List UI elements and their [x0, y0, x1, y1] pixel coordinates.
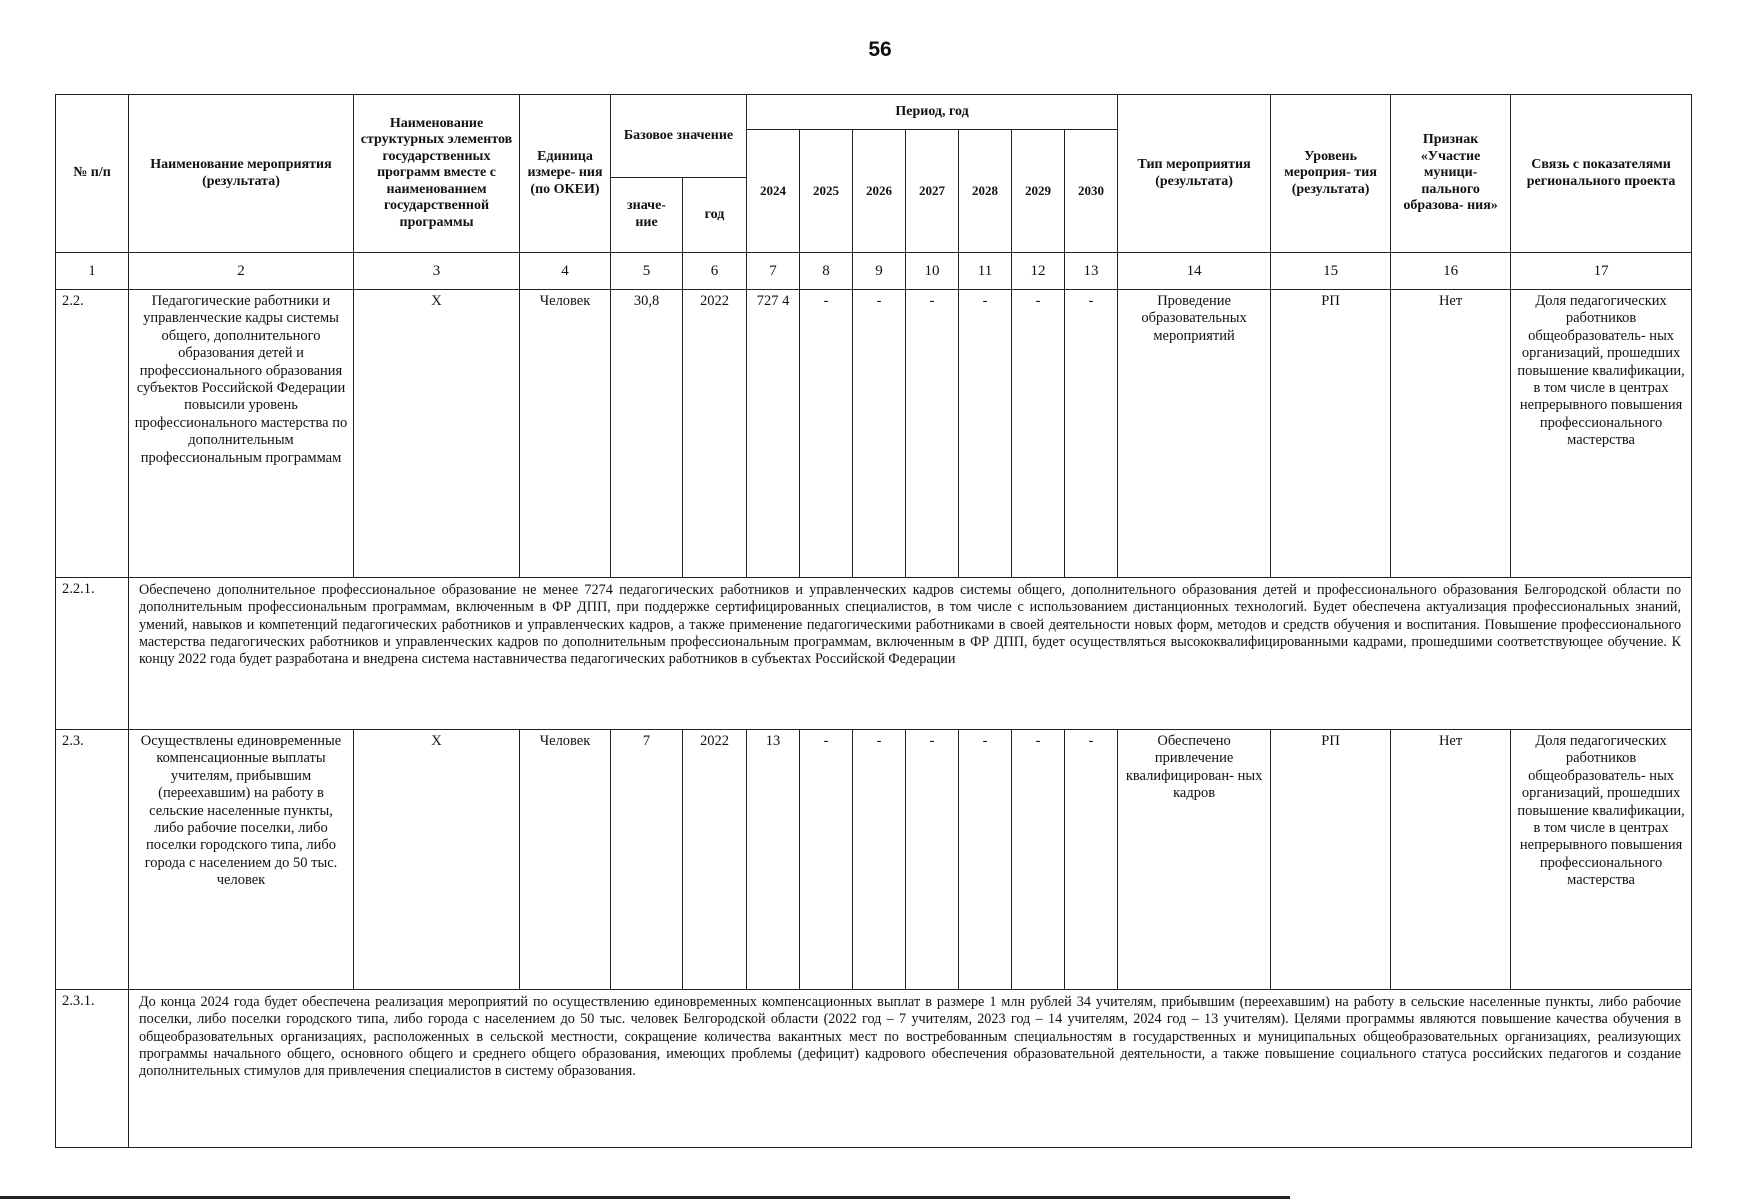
row-2028: - [959, 730, 1012, 990]
row-measure-name: Педагогические работники и управленческие кадры системы общего, дополнительного образования детей и профессионального образования субъектов Российской Федерации повысили уровень профессионального мастерства по дополнительным профессиональным программам [129, 290, 354, 578]
header-year-2026: 2026 [853, 130, 906, 253]
header-structural-elements: Наименование структурных элементов государственных программ вместе с наименованием государственной программы [354, 95, 520, 253]
header-year-2028: 2028 [959, 130, 1012, 253]
row-2026: - [853, 730, 906, 990]
row-2025: - [800, 730, 853, 990]
colnum-8: 8 [800, 253, 853, 290]
header-year-2025: 2025 [800, 130, 853, 253]
description-text: Обеспечено дополнительное профессиональное образование не менее 7274 педагогических работников и управленческих кадров системы общего, дополнительного образования детей и профессионального образования Белгородской области по дополнительным профессиональным программам, включенным в ФР ДПП, при поддержке сертифицированных специалистов, в том числе с использованием дистанционных технологий. Будет обеспечена актуализация профессиональных знаний, умений, навыков и компетенций педагогических работников и управленческих кадров, а также применение педагогическими работниками в своей деятельности новых форм, методов и средств обучения и воспитания. Повышение профессионального мастерства педагогических работников и управленческих кадров по дополнительным профессиональным программам, включенным в ФР ДПП, будет осуществляться высококвалифицированными кадрами, прошедшими соответствующее обучение. К концу 2022 года будет разработана и внедрена система наставничества педагогических работников в субъектах Российской Федерации [129, 578, 1692, 730]
description-text: До конца 2024 года будет обеспечена реализация мероприятий по осуществлению единовременных компенсационных выплат в размере 1 млн рублей 34 учителям, прибывшим (переехавшим) на работу в сельские населенные пункты, либо рабочие поселки, либо поселки городского типа, либо города с населением до 50 тыс. человек Белгородской области (2022 год – 7 учителям, 2023 год – 14 учителям, 2024 год – 13 учителям). Целями программы являются повышение качества обучения в общеобразовательных организациях, расположенных в сельской местности, сокращение количества вакантных мест по востребованным специальностям в государственных и муниципальных общеобразовательных организациях, реализующих программы начального общего, основного общего и среднего общего образования, имеющих проблемы (дефицит) кадрового обеспечения образовательной деятельности, а также повышение социального статуса российских педагогов и создание дополнительных стимулов для привлечения специалистов в систему образования. [129, 990, 1692, 1148]
row-link: Доля педагогических работников общеобразователь- ных организаций, прошедших повышение квалификации, в том числе в центрах непрерывного повышения профессионального мастерства [1511, 290, 1692, 578]
row-link: Доля педагогических работников общеобразователь- ных организаций, прошедших повышение квалификации, в том числе в центрах непрерывного повышения профессионального мастерства [1511, 730, 1692, 990]
colnum-10: 10 [906, 253, 959, 290]
header-num: № п/п [56, 95, 129, 253]
header-year-2029: 2029 [1012, 130, 1065, 253]
header-year-2024: 2024 [747, 130, 800, 253]
row-type: Обеспечено привлечение квалифицирован- ных кадров [1118, 730, 1271, 990]
row-2025: - [800, 290, 853, 578]
colnum-9: 9 [853, 253, 906, 290]
header-period: Период, год [747, 95, 1118, 130]
description-number: 2.3.1. [56, 990, 129, 1148]
row-program: X [354, 290, 520, 578]
row-type: Проведение образовательных мероприятий [1118, 290, 1271, 578]
row-unit: Человек [520, 730, 611, 990]
row-number: 2.2. [56, 290, 129, 578]
header-base-value: Базовое значение [611, 95, 747, 178]
row-number: 2.3. [56, 730, 129, 990]
header-unit: Единица измере- ния (по ОКЕИ) [520, 95, 611, 253]
row-2030: - [1065, 290, 1118, 578]
row-municipal: Нет [1391, 730, 1511, 990]
row-2027: - [906, 730, 959, 990]
header-year-2027: 2027 [906, 130, 959, 253]
measures-table [55, 94, 1692, 1148]
row-2024: 727 4 [747, 290, 800, 578]
colnum-7: 7 [747, 253, 800, 290]
colnum-3: 3 [354, 253, 520, 290]
colnum-1: 1 [56, 253, 129, 290]
colnum-13: 13 [1065, 253, 1118, 290]
header-base-year: год [683, 178, 747, 253]
description-row [56, 578, 1692, 730]
row-municipal: Нет [1391, 290, 1511, 578]
header-municipal: Признак «Участие муници- пального образова- ния» [1391, 95, 1511, 253]
row-2024: 13 [747, 730, 800, 990]
colnum-5: 5 [611, 253, 683, 290]
row-base-value: 30,8 [611, 290, 683, 578]
row-base-year: 2022 [683, 730, 747, 990]
row-level: РП [1271, 730, 1391, 990]
row-unit: Человек [520, 290, 611, 578]
colnum-6: 6 [683, 253, 747, 290]
header-measure-name: Наименование мероприятия (результата) [129, 95, 354, 253]
description-row [56, 990, 1692, 1148]
header-level: Уровень мероприя- тия (результата) [1271, 95, 1391, 253]
row-2027: - [906, 290, 959, 578]
colnum-11: 11 [959, 253, 1012, 290]
table-row [56, 290, 1692, 578]
row-base-value: 7 [611, 730, 683, 990]
colnum-2: 2 [129, 253, 354, 290]
header-link: Связь с показателями регионального проекта [1511, 95, 1692, 253]
row-2029: - [1012, 730, 1065, 990]
page-bottom-rule [0, 1196, 1290, 1199]
row-program: X [354, 730, 520, 990]
colnum-12: 12 [1012, 253, 1065, 290]
table-row [56, 730, 1692, 990]
row-base-year: 2022 [683, 290, 747, 578]
header-type: Тип мероприятия (результата) [1118, 95, 1271, 253]
row-2030: - [1065, 730, 1118, 990]
header-year-2030: 2030 [1065, 130, 1118, 253]
colnum-16: 16 [1391, 253, 1511, 290]
colnum-4: 4 [520, 253, 611, 290]
row-2029: - [1012, 290, 1065, 578]
column-number-row [56, 253, 1692, 290]
row-level: РП [1271, 290, 1391, 578]
header-base-val: значе- ние [611, 178, 683, 253]
description-number: 2.2.1. [56, 578, 129, 730]
colnum-14: 14 [1118, 253, 1271, 290]
row-2026: - [853, 290, 906, 578]
colnum-17: 17 [1511, 253, 1692, 290]
row-2028: - [959, 290, 1012, 578]
colnum-15: 15 [1271, 253, 1391, 290]
row-measure-name: Осуществлены единовременные компенсационные выплаты учителям, прибывшим (переехавшим) на работу в сельские населенные пункты, либо рабочие поселки, либо поселки городского типа, либо города с населением до 50 тыс. человек [129, 730, 354, 990]
page-number: 56 [868, 38, 892, 61]
